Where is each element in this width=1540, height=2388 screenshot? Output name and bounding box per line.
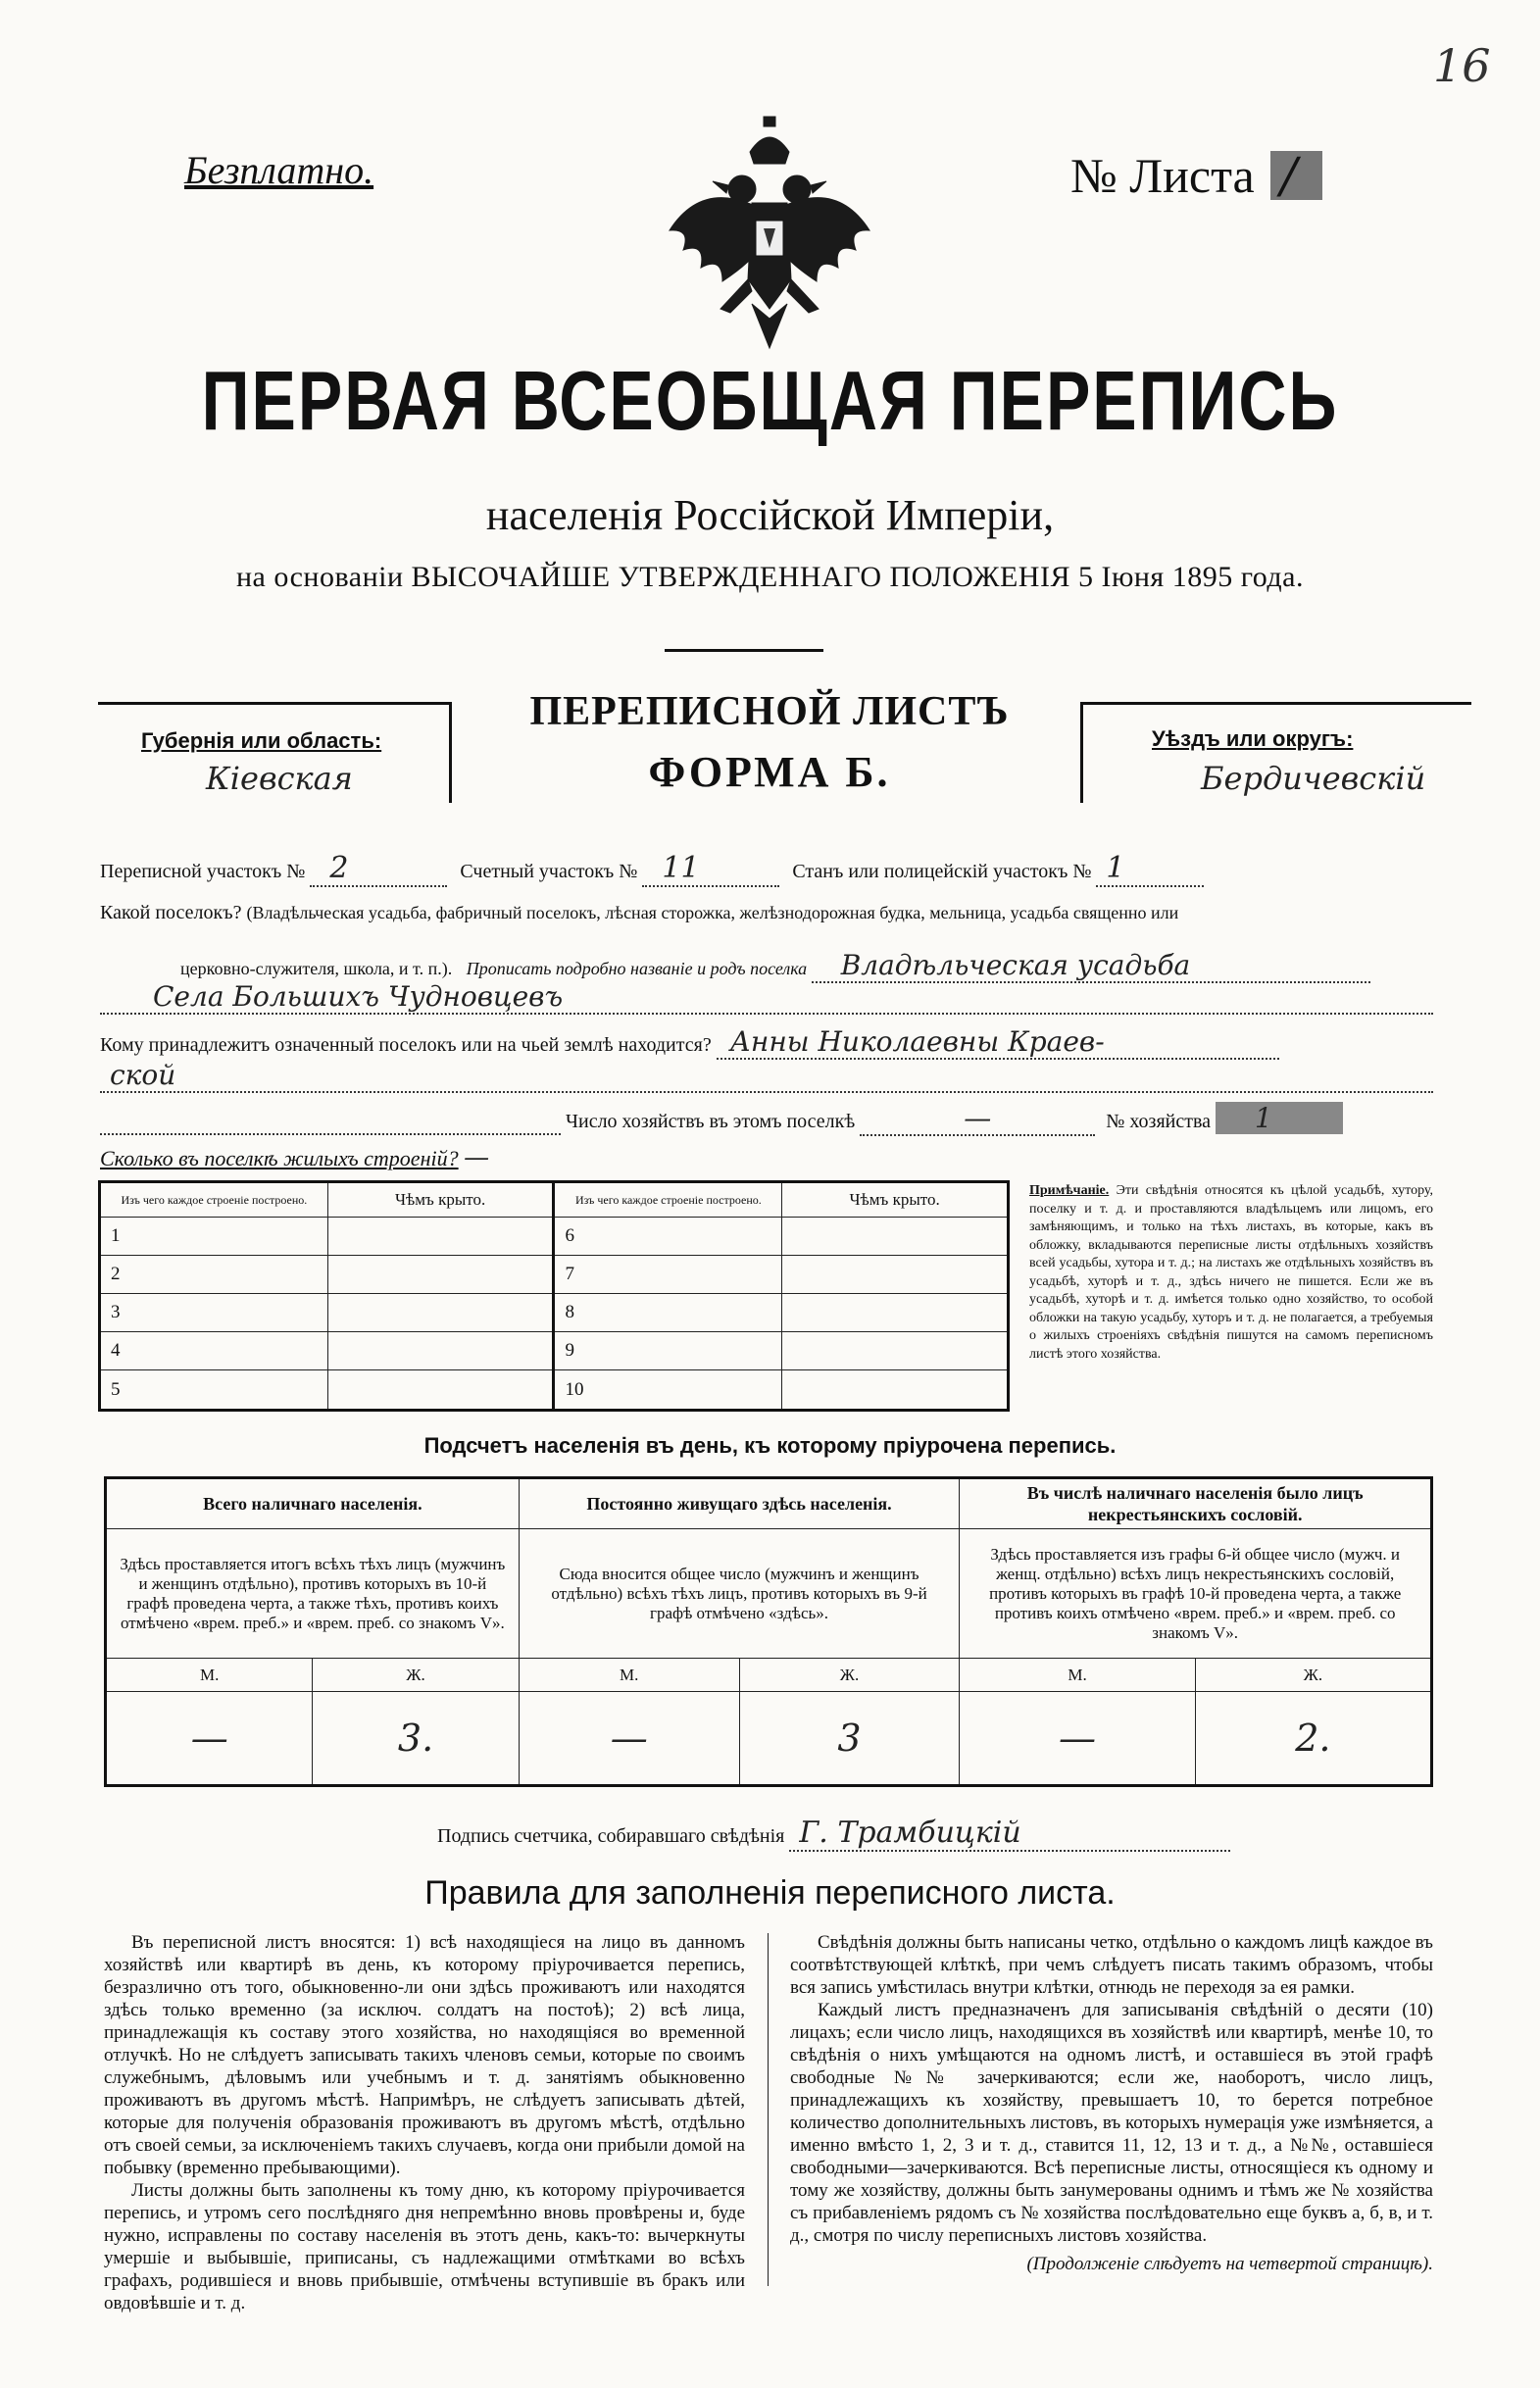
note-label: Примѣчаніе. — [1029, 1183, 1110, 1198]
settlement-hint: (Владѣльческая усадьба, фабричный поселокъ, лѣсная сторожка, желѣзнодорожная будка, мельница, усадьба священно или — [246, 903, 1179, 922]
population-f-header: Ж. — [739, 1659, 960, 1692]
population-col1-desc: Здѣсь проставляется итогъ всѣхъ тѣхъ лицъ (мужчинъ и женщинъ отдѣльно), противъ которыхъ въ 10-й графѣ проведена черта, а также тѣхъ, противъ коихъ отмѣчено «врем. преб.» и «врем. преб. со знакомъ V». — [106, 1529, 520, 1659]
population-col2-desc: Сюда вносится общее число (мужчинъ и женщинъ отдѣльно) всѣхъ тѣхъ лицъ, противъ которыхъ въ 9-й графѣ отмѣчено «здѣсь». — [519, 1529, 960, 1659]
household-number-value: 1 — [1216, 1102, 1343, 1134]
population-col1-title: Всего наличнаго населенія. — [106, 1478, 520, 1529]
buildings-header-material-right: Изъ чего каждое строеніе построено. — [554, 1182, 782, 1218]
building-row-number: 7 — [554, 1256, 782, 1294]
title-divider — [665, 649, 823, 652]
rules-left-paragraph-1: Въ переписной листъ вносятся: 1) всѣ находящіеся на лицо въ данномъ хозяйствѣ или квартирѣ въ день, къ которому пріурочивается перепись, безразлично отъ того, обыкновенно-ли они здѣсь проживаютъ или находятся здѣсь только временно (за исключ. солдатъ на постоѣ); 2) всѣ лица, принадлежащія къ составу этого хозяйства, но находящіяся во временной отлучкѣ. Но не слѣдуетъ записывать такихъ членовъ семьи, которые по своимъ служебнымъ, дѣловымъ или учебнымъ и т. д. занятіямъ обыкновенно проживаютъ въ другомъ мѣстѣ. Напримѣръ, не слѣдуетъ записывать дѣтей, которые для полученія образованія проживаютъ въ другомъ мѣстѣ, отдѣльно отъ своей семьи, за исключеніемъ такихъ случаевъ, когда они прибыли домой на побывку (временно пребывающими). — [104, 1932, 745, 2178]
population-col3-desc: Здѣсь проставляется изъ графы 6-й общее число (мужч. и женщ. отдѣльно) всѣхъ лицъ некрестьянскихъ сословій, противъ которыхъ въ графѣ 10-й проведена черта, а также противъ коихъ отмѣчено «врем. преб.» и «врем. преб. со знакомъ V». — [960, 1529, 1432, 1659]
note-text: Эти свѣдѣнія относятся къ цѣлой усадьбѣ, хутору, поселку и т. д. и проставляются владѣльцемъ или лицомъ, его замѣняющимъ, и только на тѣхъ листахъ, въ которые, какъ въ обложку, вкладываются переписные листы отдѣльныхъ хозяйствъ всей усадьбы, хутора и т. д.; на листахъ же отдѣльныхъ хозяйствъ въ усадьбѣ, хуторѣ и т. д., здѣсь ничего не пишется. Если же въ усадьбѣ, хуторѣ и т. д. имѣется только одно хозяйство, то особой обложки на такую усадьбу, хуторъ и т. д. не полагается, а требуемыя о жилыхъ строеніяхъ свѣдѣнія пишутся на самомъ переписномъ листѣ этого хозяйства. — [1029, 1183, 1433, 1362]
rules-right-paragraph-2: Каждый листъ предназначенъ для записыванія свѣдѣній о десяти (10) лицахъ; если число лицъ, находящихся въ хозяйствѣ или квартирѣ, менѣе 10, то свѣдѣнія о нихъ умѣщаются на одномъ листѣ, и оставшіеся въ этой графѣ свободные №№ зачеркиваются; если же, наоборотъ, число лицъ, принадлежащихъ къ хозяйству, превышаетъ 10, то берется потребное количество дополнительныхъ листовъ, въ которыхъ нумерація уже измѣняется, а именно вмѣсто 1, 2, 3 и т. д., ставится 11, 12, 13 и т. д., а №№, оставшіеся свободными—зачеркиваются. Всѣ переписные листы, относящіеся къ одному и тому же хозяйству, должны быть занумерованы однимъ и тѣмъ же № хозяйства съ прибавленіемъ рядомъ съ № хозяйства послѣдовательно еще буквъ а, б, в, и т. д., смотря по числу переписныхъ листовъ хозяйства. — [790, 2000, 1433, 2246]
rules-left-column — [104, 1931, 745, 2314]
population-f-header: Ж. — [313, 1659, 519, 1692]
stan-label: Станъ или полицейскій участокъ № — [792, 861, 1092, 882]
buildings-table — [98, 1180, 1010, 1412]
uezd-value: Бердичевскій — [1201, 760, 1426, 797]
population-col2-m: — — [519, 1692, 739, 1786]
settlement-value-1: Владѣльческая усадьба — [812, 949, 1370, 983]
settlement-hint-2: церковно-служителя, школа, и т. п.). — [180, 959, 453, 978]
uezd-label: Уѣздъ или округъ: — [1152, 726, 1354, 751]
sheet-title: ПЕРЕПИСНОЙ ЛИСТЪ — [529, 689, 1010, 734]
rules-right-paragraph-1: Свѣдѣнія должны быть написаны четко, отдѣльно о каждомъ лицѣ каждое въ соотвѣтствующей клѣткѣ, при чемъ слѣдуетъ писать такимъ образомъ, чтобы вся запись умѣстилась внутри клѣтки, отнюдь не переходя за ея рамки. — [790, 1932, 1433, 1998]
building-row-number: 1 — [100, 1218, 328, 1256]
rules-column-divider — [768, 1933, 769, 2286]
buildings-line — [100, 1143, 489, 1172]
signature-label: Подпись счетчика, собиравшаго свѣдѣнія — [437, 1825, 785, 1847]
note-block — [1029, 1182, 1433, 1364]
page-title: ПЕРВАЯ ВСЕОБЩАЯ ПЕРЕПИСЬ — [201, 354, 1339, 448]
buildings-header-material-left: Изъ чего каждое строеніе построено. — [100, 1182, 328, 1218]
population-m-header: М. — [106, 1659, 313, 1692]
rules-continuation: (Продолженіе слѣдуетъ на четвертой страницѣ). — [1026, 2254, 1433, 2274]
population-col3-title: Въ числѣ наличнаго населенія было лицъ некрестьянскихъ сословій. — [960, 1478, 1432, 1529]
owner-value-2: ской — [100, 1059, 1433, 1093]
building-row-number: 3 — [100, 1294, 328, 1332]
free-label: Безплатно. — [184, 148, 374, 192]
households-leader — [100, 1111, 561, 1135]
counting-district-value: 11 — [642, 851, 779, 887]
rules-heading: Правила для заполненія переписного листа. — [424, 1874, 1116, 1912]
rules-left-paragraph-2: Листы должны быть заполнены къ тому дню, къ которому пріурочивается перепись, и утромъ сего послѣдняго дня непремѣнно вновь провѣрены и, буде нужно, исправлены по составу населенія въ этотъ день, какъ-то: вычеркнуты умершіе и выбывшіе, приписаны, съ надлежащими отмѣтками во всѣхъ графахъ, родившіеся и вновь прибывшіе, отмѣчены вступившіе въ бракъ или овдовѣвшіе и т. д. — [104, 2180, 745, 2313]
population-f-header: Ж. — [1195, 1659, 1431, 1692]
owner-label: Кому принадлежитъ означенный поселокъ или на чьей землѣ находится? — [100, 1034, 712, 1056]
gubernia-label: Губернія или область: — [141, 728, 382, 753]
building-row-number: 9 — [554, 1332, 782, 1370]
population-col2-title: Постоянно живущаго здѣсь населенія. — [519, 1478, 960, 1529]
households-value: — — [860, 1102, 1095, 1136]
population-heading: Подсчетъ населенія въ день, къ которому пріурочена перепись. — [423, 1433, 1117, 1458]
owner-value-1: Анны Николаевны Краев- — [717, 1025, 1279, 1060]
buildings-label: Сколько въ поселкѣ жилыхъ строеній? — [100, 1146, 459, 1170]
settlement-value-2: Села Большихъ Чудновцевъ — [100, 980, 1433, 1015]
settlement-line-2 — [180, 949, 1431, 983]
decree-line: на основаніи ВЫСОЧАЙШЕ УТВЕРЖДЕННАГО ПОЛОЖЕНІЯ 5 Іюня 1895 года. — [236, 561, 1304, 593]
building-row-number: 2 — [100, 1256, 328, 1294]
sheet-number-label: № Листа — [1070, 148, 1255, 203]
building-row-number: 6 — [554, 1218, 782, 1256]
population-table — [104, 1476, 1433, 1787]
stan-value: 1 — [1096, 851, 1204, 887]
counting-district-label: Счетный участокъ № — [460, 861, 638, 882]
buildings-header-roof-left: Чѣмъ крыто. — [327, 1182, 554, 1218]
building-row-number: 4 — [100, 1332, 328, 1370]
population-col1-f: 3. — [313, 1692, 519, 1786]
building-row-number: 8 — [554, 1294, 782, 1332]
households-label: Число хозяйствъ въ этомъ поселкѣ — [566, 1111, 856, 1132]
population-col2-f: 3 — [739, 1692, 960, 1786]
population-m-header: М. — [960, 1659, 1195, 1692]
uezd-box — [1080, 702, 1471, 803]
settlement-hint-italic: Прописать подробно названіе и родъ поселка — [466, 959, 808, 978]
census-district-label: Переписной участокъ № — [100, 861, 306, 882]
building-row-number: 10 — [554, 1370, 782, 1411]
district-line — [100, 851, 1306, 884]
archive-page-mark: 16 — [1433, 39, 1491, 92]
gubernia-box — [98, 702, 452, 803]
settlement-label: Какой поселокъ? — [100, 902, 242, 923]
rules-right-column — [790, 1931, 1433, 2275]
imperial-eagle-emblem — [662, 113, 877, 358]
household-number-label: № хозяйства — [1106, 1111, 1212, 1132]
owner-line — [100, 1025, 1435, 1060]
census-district-value: 2 — [310, 851, 447, 887]
buildings-header-roof-right: Чѣмъ крыто. — [782, 1182, 1009, 1218]
population-m-header: М. — [519, 1659, 739, 1692]
signature-line — [437, 1816, 1230, 1852]
settlement-line-1 — [100, 902, 1433, 924]
page-subtitle: населенія Россійской Имперіи, — [485, 491, 1055, 539]
building-row-number: 5 — [100, 1370, 328, 1411]
population-col3-m: — — [960, 1692, 1195, 1786]
sheet-number-value: / — [1270, 151, 1322, 200]
population-col1-m: — — [106, 1692, 313, 1786]
households-line — [100, 1102, 1435, 1136]
sheet-number — [1070, 147, 1322, 204]
population-col3-f: 2. — [1195, 1692, 1431, 1786]
gubernia-value: Кіевская — [206, 760, 353, 797]
buildings-value: — — [464, 1143, 490, 1172]
form-label: ФОРМА Б. — [648, 748, 891, 796]
signature-value: Г. Трамбицкій — [789, 1816, 1230, 1852]
